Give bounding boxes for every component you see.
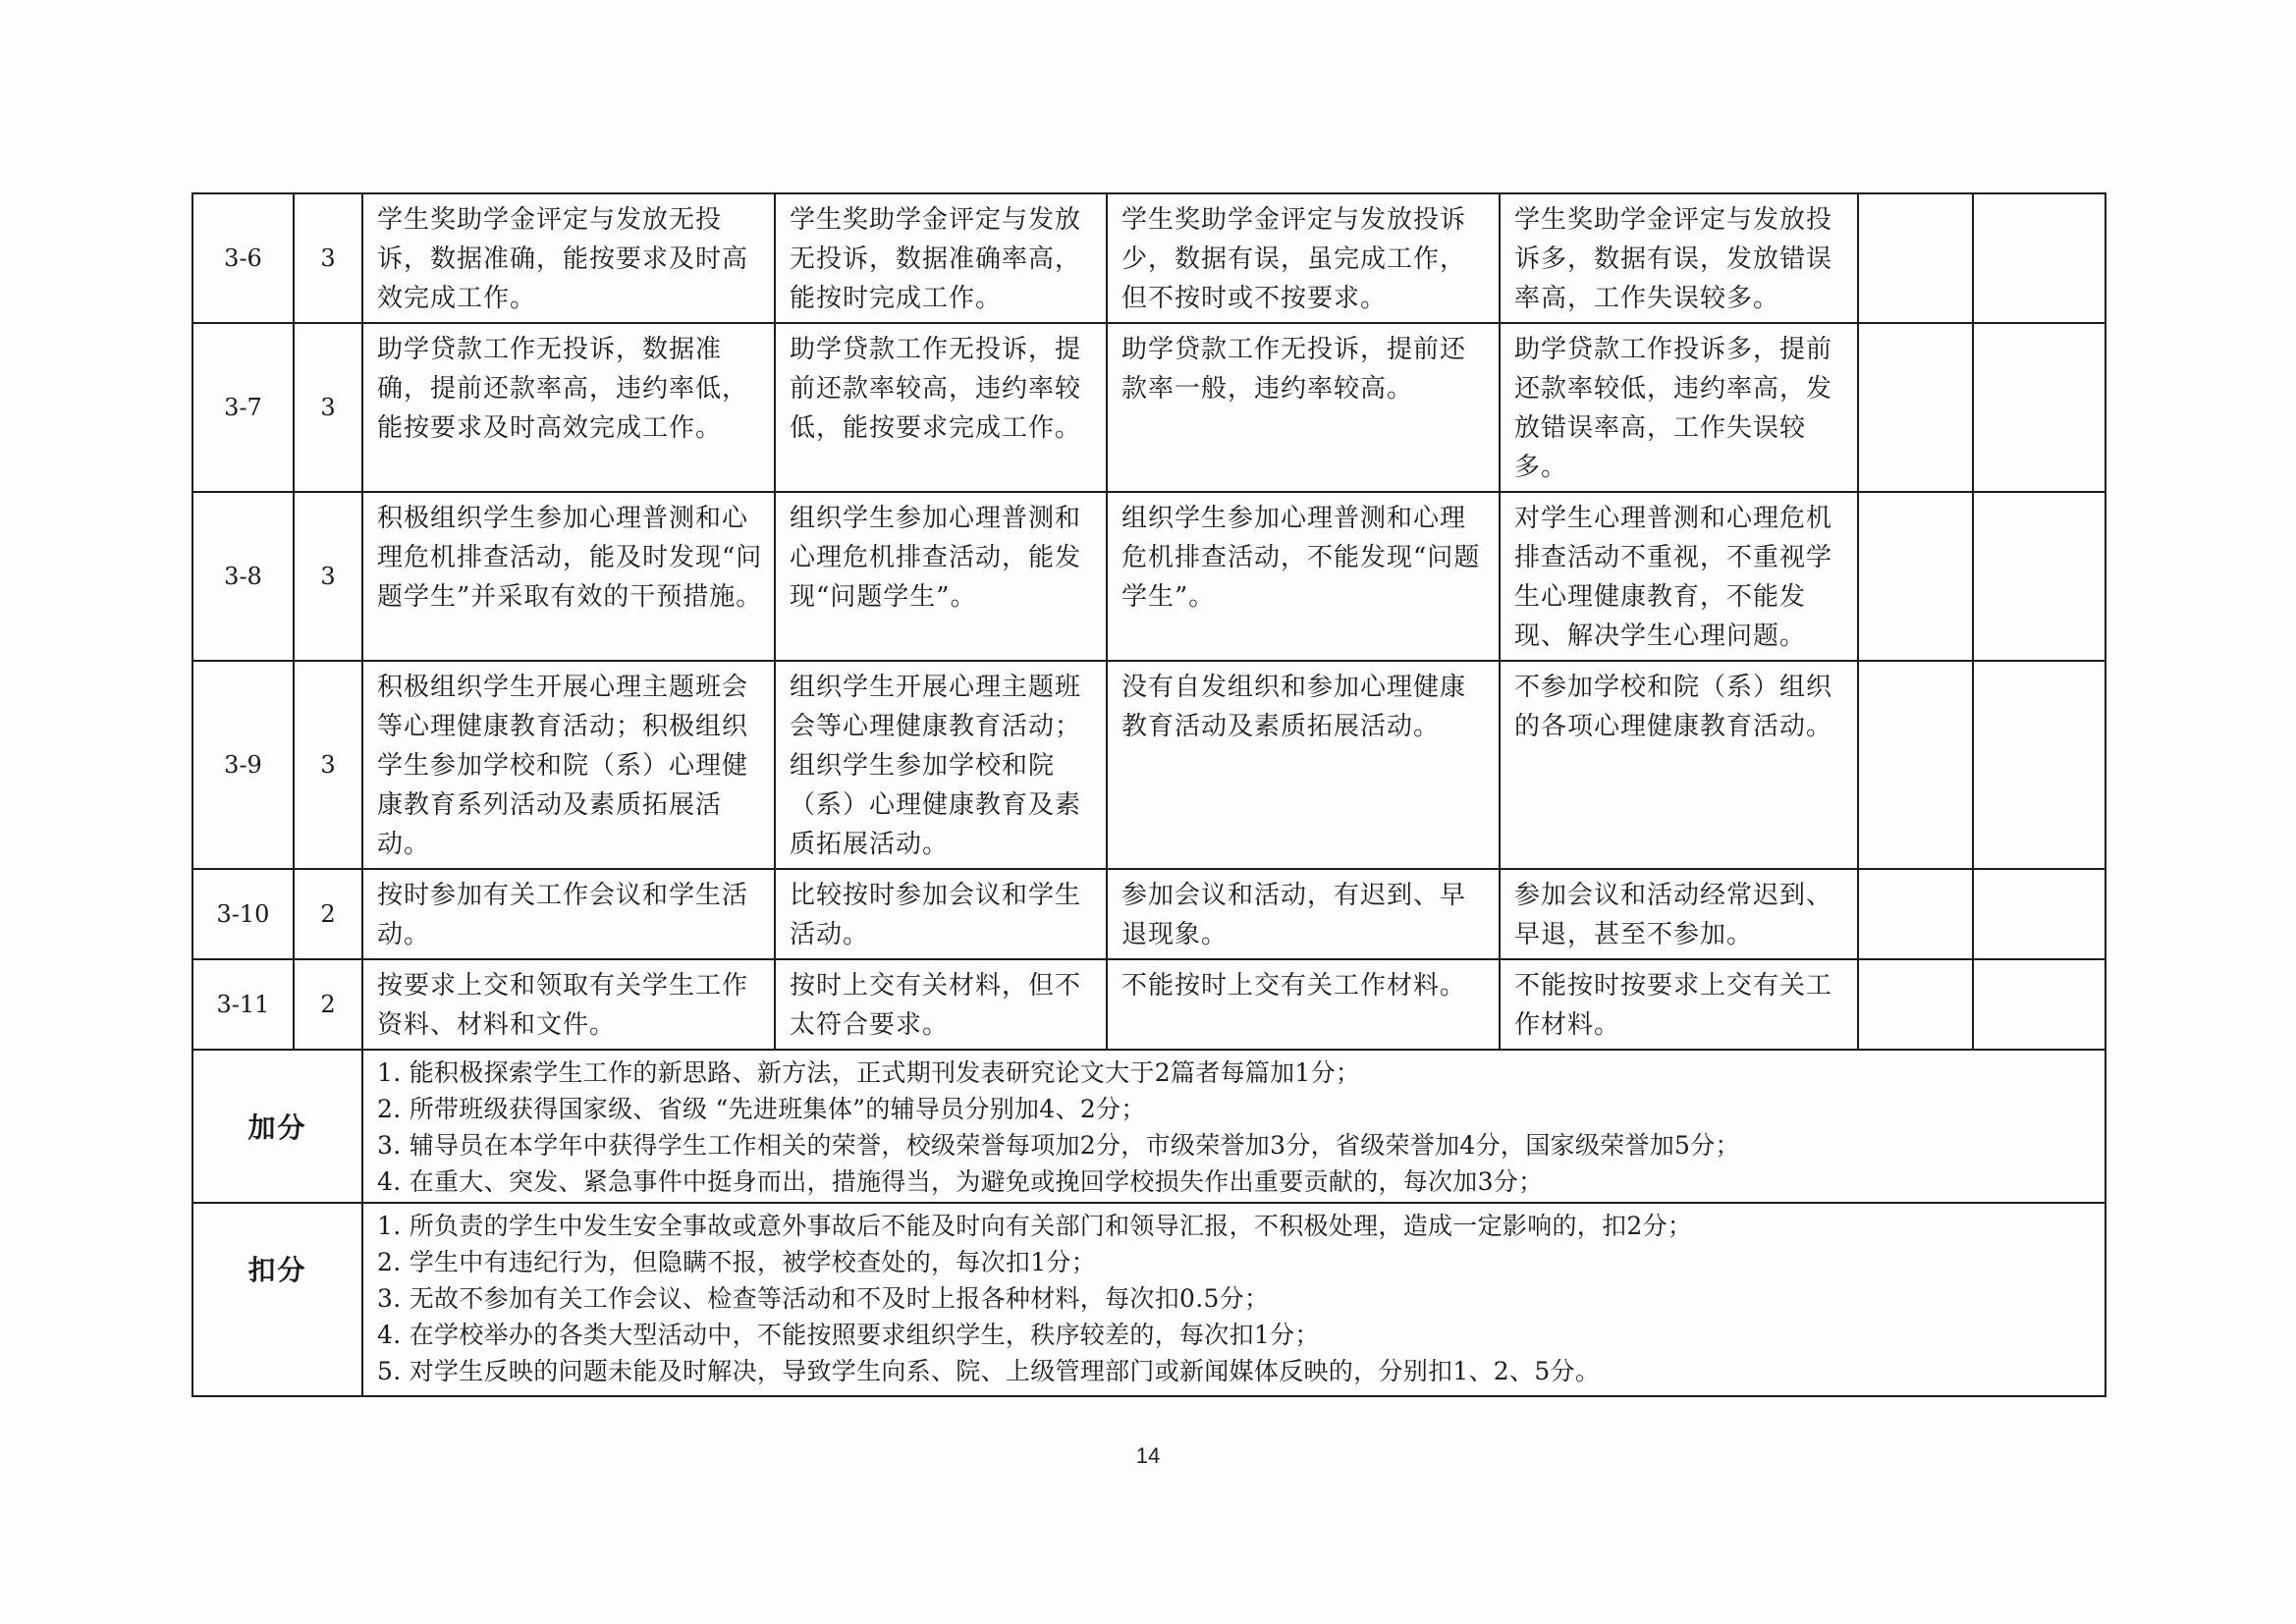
criterion-good: 学生奖助学金评定与发放无投诉，数据准确率高，能按时完成工作。 xyxy=(775,193,1107,323)
table-row xyxy=(192,193,2105,323)
criterion-fair: 不能按时上交有关工作材料。 xyxy=(1107,959,1500,1050)
table-row xyxy=(192,661,2105,869)
item-code: 3-6 xyxy=(192,193,294,323)
criterion-excellent: 按时参加有关工作会议和学生活动。 xyxy=(362,869,775,959)
criterion-fair: 组织学生参加心理普测和心理危机排查活动，不能发现“问题学生”。 xyxy=(1107,492,1500,661)
self-score-cell[interactable] xyxy=(1858,492,1973,661)
criterion-poor: 学生奖助学金评定与发放投诉多，数据有误，发放错误率高，工作失误较多。 xyxy=(1500,193,1858,323)
penalty-list xyxy=(362,1203,2105,1396)
penalty-label: 扣分 xyxy=(192,1203,362,1396)
item-code: 3-7 xyxy=(192,323,294,492)
penalty-item: 5. 对学生反映的问题未能及时解决，导致学生向系、院、上级管理部门或新闻媒体反映的，分别扣1、2、5分。 xyxy=(377,1357,1601,1385)
criterion-excellent: 学生奖助学金评定与发放无投诉，数据准确，能按要求及时高效完成工作。 xyxy=(362,193,775,323)
self-score-cell[interactable] xyxy=(1858,193,1973,323)
penalty-item: 3. 无故不参加有关工作会议、检查等活动和不及时上报各种材料，每次扣0.5分； xyxy=(377,1284,1270,1313)
self-score-cell[interactable] xyxy=(1858,869,1973,959)
review-score-cell[interactable] xyxy=(1973,323,2105,492)
criterion-poor: 不参加学校和院（系）组织的各项心理健康教育活动。 xyxy=(1500,661,1858,869)
review-score-cell[interactable] xyxy=(1973,869,2105,959)
criterion-poor: 不能按时按要求上交有关工作材料。 xyxy=(1500,959,1858,1050)
criterion-excellent: 助学贷款工作无投诉，数据准确，提前还款率高，违约率低，能按要求及时高效完成工作。 xyxy=(362,323,775,492)
review-score-cell[interactable] xyxy=(1973,959,2105,1050)
criterion-poor: 对学生心理普测和心理危机排查活动不重视，不重视学生心理健康教育，不能发现、解决学生心理问题。 xyxy=(1500,492,1858,661)
self-score-cell[interactable] xyxy=(1858,323,1973,492)
penalty-item: 1. 所负责的学生中发生安全事故或意外事故后不能及时向有关部门和领导汇报，不积极处理，造成一定影响的，扣2分； xyxy=(377,1212,1693,1240)
item-score: 3 xyxy=(294,492,362,661)
table-row xyxy=(192,869,2105,959)
item-code: 3-11 xyxy=(192,959,294,1050)
bonus-item: 3. 辅导员在本学年中获得学生工作相关的荣誉，校级荣誉每项加2分，市级荣誉加3分，省级荣誉加4分，国家级荣誉加5分； xyxy=(377,1131,1740,1160)
criterion-poor: 助学贷款工作投诉多，提前还款率较低，违约率高，发放错误率高，工作失误较多。 xyxy=(1500,323,1858,492)
review-score-cell[interactable] xyxy=(1973,661,2105,869)
item-code: 3-9 xyxy=(192,661,294,869)
self-score-cell[interactable] xyxy=(1858,661,1973,869)
criterion-excellent: 积极组织学生开展心理主题班会等心理健康教育活动；积极组织学生参加学校和院（系）心理健康教育系列活动及素质拓展活动。 xyxy=(362,661,775,869)
criterion-good: 助学贷款工作无投诉，提前还款率较高，违约率较低，能按要求完成工作。 xyxy=(775,323,1107,492)
criterion-good: 组织学生开展心理主题班会等心理健康教育活动；组织学生参加学校和院（系）心理健康教育及素质拓展活动。 xyxy=(775,661,1107,869)
item-score: 2 xyxy=(294,869,362,959)
table-row xyxy=(192,323,2105,492)
bonus-list xyxy=(362,1050,2105,1203)
criterion-poor: 参加会议和活动经常迟到、早退，甚至不参加。 xyxy=(1500,869,1858,959)
penalty-item: 2. 学生中有违纪行为，但隐瞒不报，被学校查处的，每次扣1分； xyxy=(377,1248,1097,1276)
item-score: 3 xyxy=(294,323,362,492)
self-score-cell[interactable] xyxy=(1858,959,1973,1050)
penalty-row xyxy=(192,1203,2105,1396)
criterion-fair: 没有自发组织和参加心理健康教育活动及素质拓展活动。 xyxy=(1107,661,1500,869)
table-row xyxy=(192,959,2105,1050)
criterion-fair: 助学贷款工作无投诉，提前还款率一般，违约率较高。 xyxy=(1107,323,1500,492)
penalty-item: 4. 在学校举办的各类大型活动中，不能按照要求组织学生，秩序较差的，每次扣1分； xyxy=(377,1321,1320,1349)
item-code: 3-10 xyxy=(192,869,294,959)
criterion-fair: 参加会议和活动，有迟到、早退现象。 xyxy=(1107,869,1500,959)
evaluation-table xyxy=(191,192,2106,1397)
criterion-good: 比较按时参加会议和学生活动。 xyxy=(775,869,1107,959)
criterion-excellent: 积极组织学生参加心理普测和心理危机排查活动，能及时发现“问题学生”并采取有效的干预措施。 xyxy=(362,492,775,661)
item-code: 3-8 xyxy=(192,492,294,661)
bonus-item: 2. 所带班级获得国家级、省级 “先进班集体”的辅导员分别加4、2分； xyxy=(377,1095,1146,1123)
review-score-cell[interactable] xyxy=(1973,193,2105,323)
criterion-good: 组织学生参加心理普测和心理危机排查活动，能发现“问题学生”。 xyxy=(775,492,1107,661)
criterion-excellent: 按要求上交和领取有关学生工作资料、材料和文件。 xyxy=(362,959,775,1050)
bonus-row xyxy=(192,1050,2105,1203)
review-score-cell[interactable] xyxy=(1973,492,2105,661)
bonus-item: 1. 能积极探索学生工作的新思路、新方法，正式期刊发表研究论文大于2篇者每篇加1分； xyxy=(377,1058,1361,1087)
item-score: 3 xyxy=(294,193,362,323)
criterion-fair: 学生奖助学金评定与发放投诉少，数据有误，虽完成工作，但不按时或不按要求。 xyxy=(1107,193,1500,323)
table-row xyxy=(192,492,2105,661)
criterion-good: 按时上交有关材料，但不太符合要求。 xyxy=(775,959,1107,1050)
item-score: 3 xyxy=(294,661,362,869)
page-number: 14 xyxy=(1135,1443,1161,1468)
item-score: 2 xyxy=(294,959,362,1050)
bonus-item: 4. 在重大、突发、紧急事件中挺身而出，措施得当，为避免或挽回学校损失作出重要贡献的，每次加3分； xyxy=(377,1167,1544,1196)
bonus-label: 加分 xyxy=(192,1050,362,1203)
